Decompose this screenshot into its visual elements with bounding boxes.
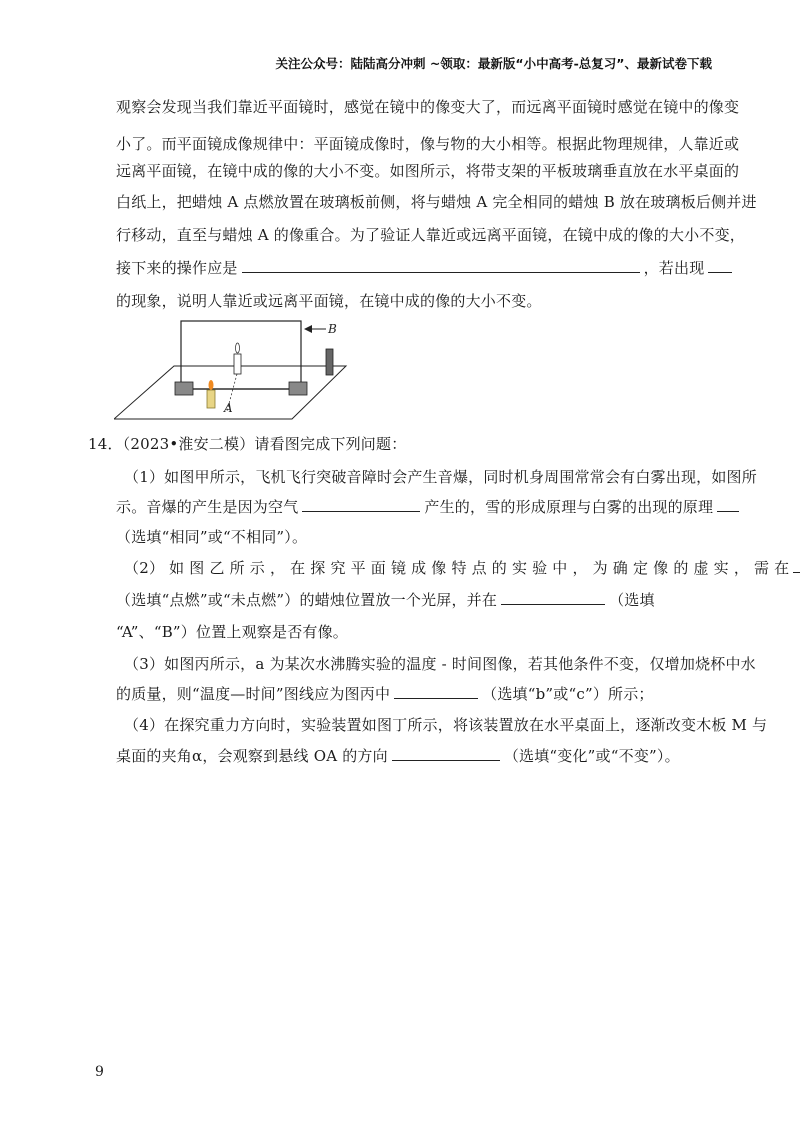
q14-part4-line2 (116, 746, 680, 766)
q14-part1-line2-text-a: 示。音爆的产生是因为空气 (116, 498, 299, 516)
answer-blank-same-or-not[interactable] (717, 497, 739, 512)
candle-a (207, 390, 215, 408)
q14-part1-line3: （选填“相同”或“不相同”）。 (116, 528, 308, 546)
q14-part3-line1: （3）如图丙所示，a 为某次水沸腾实验的温度 - 时间图像，若其他条件不变，仅增加烧杯中水 (124, 655, 756, 673)
answer-blank-phenomenon[interactable] (708, 258, 732, 273)
flame-image (236, 343, 240, 353)
passage-line-3: 远离平面镜，在镜中成的像的大小不变。如图所示，将带支架的平板玻璃垂直放在水平桌面的 (116, 162, 740, 180)
page-number: 9 (95, 1064, 104, 1080)
answer-blank-direction[interactable] (392, 746, 500, 761)
label-b: B (328, 322, 337, 336)
answer-blank-sonic-boom[interactable] (302, 497, 420, 512)
passage-line-2: 小了。而平面镜成像规律中：平面镜成像时，像与物的大小相等。根据此物理规律，人靠近或 (116, 135, 740, 153)
stand-right (289, 382, 307, 395)
question-14-title: 14．（2023•淮安二模）请看图完成下列问题： (88, 435, 407, 453)
arrow-b-head (304, 325, 312, 333)
flame-a (209, 380, 214, 390)
q14-part1-line2 (116, 497, 743, 517)
q14-part2-line2-text-b: （选填 (609, 591, 655, 609)
q14-part1-line1: （1）如图甲所示，飞机飞行突破音障时会产生音爆，同时机身周围常常会有白雾出现，如图所 (124, 468, 757, 486)
q14-part3-line2-text-b: （选填“b”或“c”）所示； (482, 685, 654, 703)
passage-line-5: 行移动，直至与蜡烛 A 的像重合。为了验证人靠近或远离平面镜，在镜中成的像的大小不变， (116, 226, 745, 244)
q14-part2-line2-text-a: （选填“点燃”或“未点燃”）的蜡烛位置放一个光屏，并在 (116, 591, 498, 609)
q14-part4-line1: （4）在探究重力方向时，实验装置如图丁所示，将该装置放在水平桌面上，逐渐改变木板 M 与 (124, 716, 768, 734)
passage-line-6-text-a: 接下来的操作应是 (116, 259, 238, 277)
q14-part2-line1-text: （2） 如 图 乙 所 示 ， 在 探 究 平 面 镜 成 像 特 点 的 实 验 中 ， 为 确 定 像 的 虚 实 ， 需 在 (124, 559, 790, 577)
passage-line-6 (116, 258, 732, 278)
passage-line-6-text-b: ，若出现 (643, 259, 705, 277)
mirror-experiment-figure (114, 316, 354, 426)
q14-part3-line2-text-a: 的质量，则“温度—时间”图线应为图丙中 (116, 685, 391, 703)
q14-part1-line2-text-b: 产生的，雪的形成原理与白雾的出现的原理 (424, 498, 714, 516)
passage-line-4: 白纸上，把蜡烛 A 点燃放置在玻璃板前侧，将与蜡烛 A 完全相同的蜡烛 B 放在玻璃板后侧并进 (116, 193, 757, 211)
passage-line-7: 的现象，说明人靠近或远离平面镜，在镜中成的像的大小不变。 (116, 292, 542, 310)
page-header: 关注公众号：陆陆高分冲刺 ~领取：最新版“小中高考-总复习”、最新试卷下载 (275, 56, 712, 71)
q14-part3-line2 (116, 684, 654, 704)
candle-b (326, 349, 333, 375)
label-a: A (224, 401, 233, 415)
answer-blank-graph-line[interactable] (394, 684, 478, 699)
answer-blank-operation[interactable] (242, 258, 640, 273)
answer-blank-candle-state[interactable] (793, 558, 800, 573)
answer-blank-position[interactable] (501, 590, 605, 605)
q14-part2-line2 (116, 590, 655, 610)
stand-left (175, 382, 193, 395)
passage-line-1: 观察会发现当我们靠近平面镜时，感觉在镜中的像变大了，而远离平面镜时感觉在镜中的像变 (116, 98, 740, 116)
q14-part4-line2-text-a: 桌面的夹角α，会观察到悬线 OA 的方向 (116, 747, 388, 765)
candle-image (234, 354, 241, 374)
q14-part2-line3: “A”、“B”）位置上观察是否有像。 (116, 623, 348, 641)
q14-part2-line1 (124, 558, 800, 578)
q14-part4-line2-text-b: （选填“变化”或“不变”）。 (503, 747, 680, 765)
